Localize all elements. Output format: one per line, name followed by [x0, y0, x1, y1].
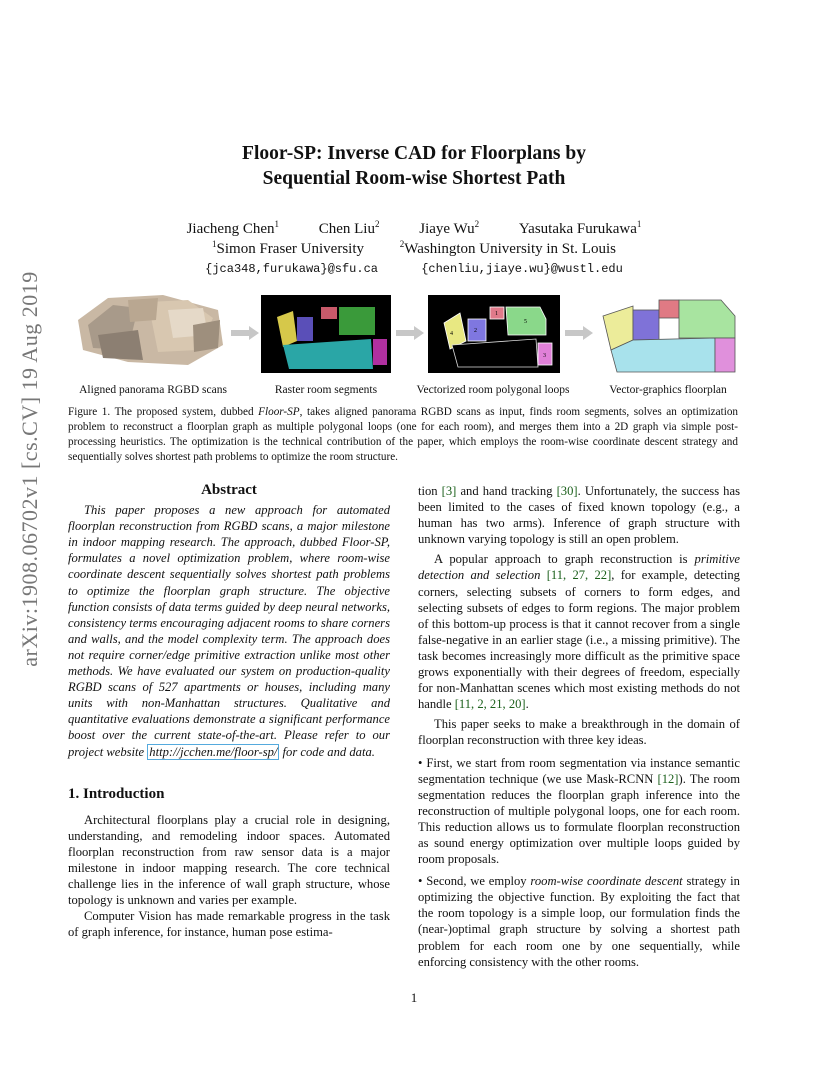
author-list: [0, 219, 828, 238]
title-line-2: Sequential Room-wise Shortest Path: [262, 168, 566, 189]
bullet-paragraph: • Second, we employ room-wise coordinate descent strategy in optimizing the objective function. By exploiting the fact that the room topology is a simple loop, our formulation finds the (near-)optimal graph structure by solving a shortest path problem for each room one by one sequentially, while enforcing consistency with the other rooms.: [418, 874, 740, 969]
intro-paragraph: Computer Vision has made remarkable progress in the task of graph inference, for instance, human pose estima-: [68, 909, 390, 940]
figure-1: [68, 290, 748, 400]
page-number: 1: [410, 990, 418, 1005]
figure-label: Vectorized room polygonal loops: [416, 384, 570, 396]
figure-label: Aligned panorama RGBD scans: [79, 384, 227, 396]
right-column: [418, 483, 740, 970]
arrow-right-icon: [231, 326, 259, 340]
abstract-text: This paper proposes a new approach for automated floorplan reconstruction from RGBD scans, a major milestone in indoor mapping research. The approach, dubbed Floor-SP, formulates a novel optimization problem, where room-wise coordinate descent sequentially solves shortest path problems to optimize the floorplan graph structure. The objective function consists of data terms guided by deep neural networks, consistency terms encouraging adjacent rooms to share corners and walls, and the model complexity term. The approach does not require corner/edge primitive extraction unlike most other methods. We have evaluated our system on production-quality RGBD scans of 527 apartments or houses, including many units with non-Manhattan structures. Qualitative and quantitative evaluations demonstrate a significant performance boost over the current state-of-the-art. Please refer to our project website http://jcchen.me/floor-sp/ for code and data.: [68, 503, 390, 759]
email: {jca348,furukawa}@sfu.ca: [205, 262, 378, 276]
raster-segments-image: [261, 295, 391, 373]
arrow-right-icon: [565, 326, 593, 340]
body-paragraph: This paper seeks to make a breakthrough in the domain of floorplan reconstruction with three key ideas.: [418, 717, 740, 748]
arrow-right-icon: [396, 326, 424, 340]
bullet-paragraph: • First, we start from room segmentation via instance semantic segmentation technique (we use Mask-RCNN [12]). The room segmentation reduces the floorplan graph inference into the reconstruction of multiple polygonal loops, one for each room. This reduction allows us to formulate floorplan reconstruction as sound energy optimization over multiple loops guided by room proposals.: [418, 755, 741, 867]
affiliation: $^2$Washington University in St. Louis: [399, 239, 616, 257]
polygonal-loops-image: [428, 295, 560, 373]
title-line-1: Floor-SP: Inverse CAD for Floorplans by: [242, 143, 586, 164]
paper-title: [0, 141, 828, 191]
affiliation: $^1$Simon Fraser University: [212, 239, 365, 257]
body-paragraph: tion [3] and hand tracking [30]. Unfortunately, the success has been limited to the cases of fixed known topology (e.g., a human has two arms). Inference of graph structure with unknown varying topology is still an open problem.: [418, 484, 740, 547]
figure-label: Raster room segments: [274, 384, 378, 396]
author: Yasutaka Furukawa$^1$: [518, 219, 642, 237]
room-number: 1: [495, 311, 498, 317]
emails: [0, 262, 828, 276]
intro-paragraph: Architectural floorplans play a crucial role in designing, understanding, and remodeling indoor spaces. Automated floorplan reconstruction from raw sensor data is a major milestone in indoor mapping research. The core technical challenge lies in the inference of wall graph structure, whose topology is unknown and varies per example.: [68, 812, 390, 908]
room-number: 4: [450, 331, 453, 337]
project-website-link[interactable]: http://jcchen.me/floor-sp/: [149, 744, 278, 759]
abstract-heading: Abstract: [201, 482, 257, 498]
left-column: [68, 482, 390, 940]
author: Jiaye Wu$^2$: [419, 219, 480, 237]
rgbd-scan-image: [68, 290, 228, 370]
author: Chen Liu$^2$: [318, 219, 380, 237]
affiliations: [0, 239, 828, 258]
arxiv-stamp: arXiv:1908.06702v1 [cs.CV] 19 Aug 2019: [17, 271, 42, 667]
email: {chenliu,jiaye.wu}@wustl.edu: [421, 262, 623, 276]
room-number: 3: [543, 353, 546, 359]
room-number: 2: [474, 328, 477, 334]
vector-floorplan-image: [595, 290, 745, 376]
author: Jiacheng Chen$^1$: [186, 219, 279, 237]
body-paragraph: A popular approach to graph reconstruction is primitive detection and selection [11, 27, 22], for example, detecting corners, selecting subsets of corners to form edges, and selecting subsets of edges to form regions. The major problem of this bottom-up process is that it cannot recover from a single false-negative in an earlier stage (i.e., a missing primitive). The task becomes increasingly more difficult as the primitive space grows exponentially with their degrees of freedom, especially for non-Manhattan scenes which most existing methods do not handle [11, 2, 21, 20].: [418, 552, 740, 712]
figure-label: Vector-graphics floorplan: [609, 384, 727, 396]
room-number: 5: [524, 319, 527, 325]
intro-heading: 1. Introduction: [68, 785, 165, 802]
figure-caption: Figure 1. The proposed system, dubbed Floor-SP, takes aligned panorama RGBD scans as input, finds room segments, solves an optimization problem to reconstruct a floorplan graph as multiple polygonal loops (one for each room), and merges them into a 2D graph via simple post-processing heuristics. The optimization is the technical contribution of the paper, which employs the room-wise coordinate descent strategy and sequentially solves shortest path problems to optimize the room structure.: [68, 406, 739, 463]
